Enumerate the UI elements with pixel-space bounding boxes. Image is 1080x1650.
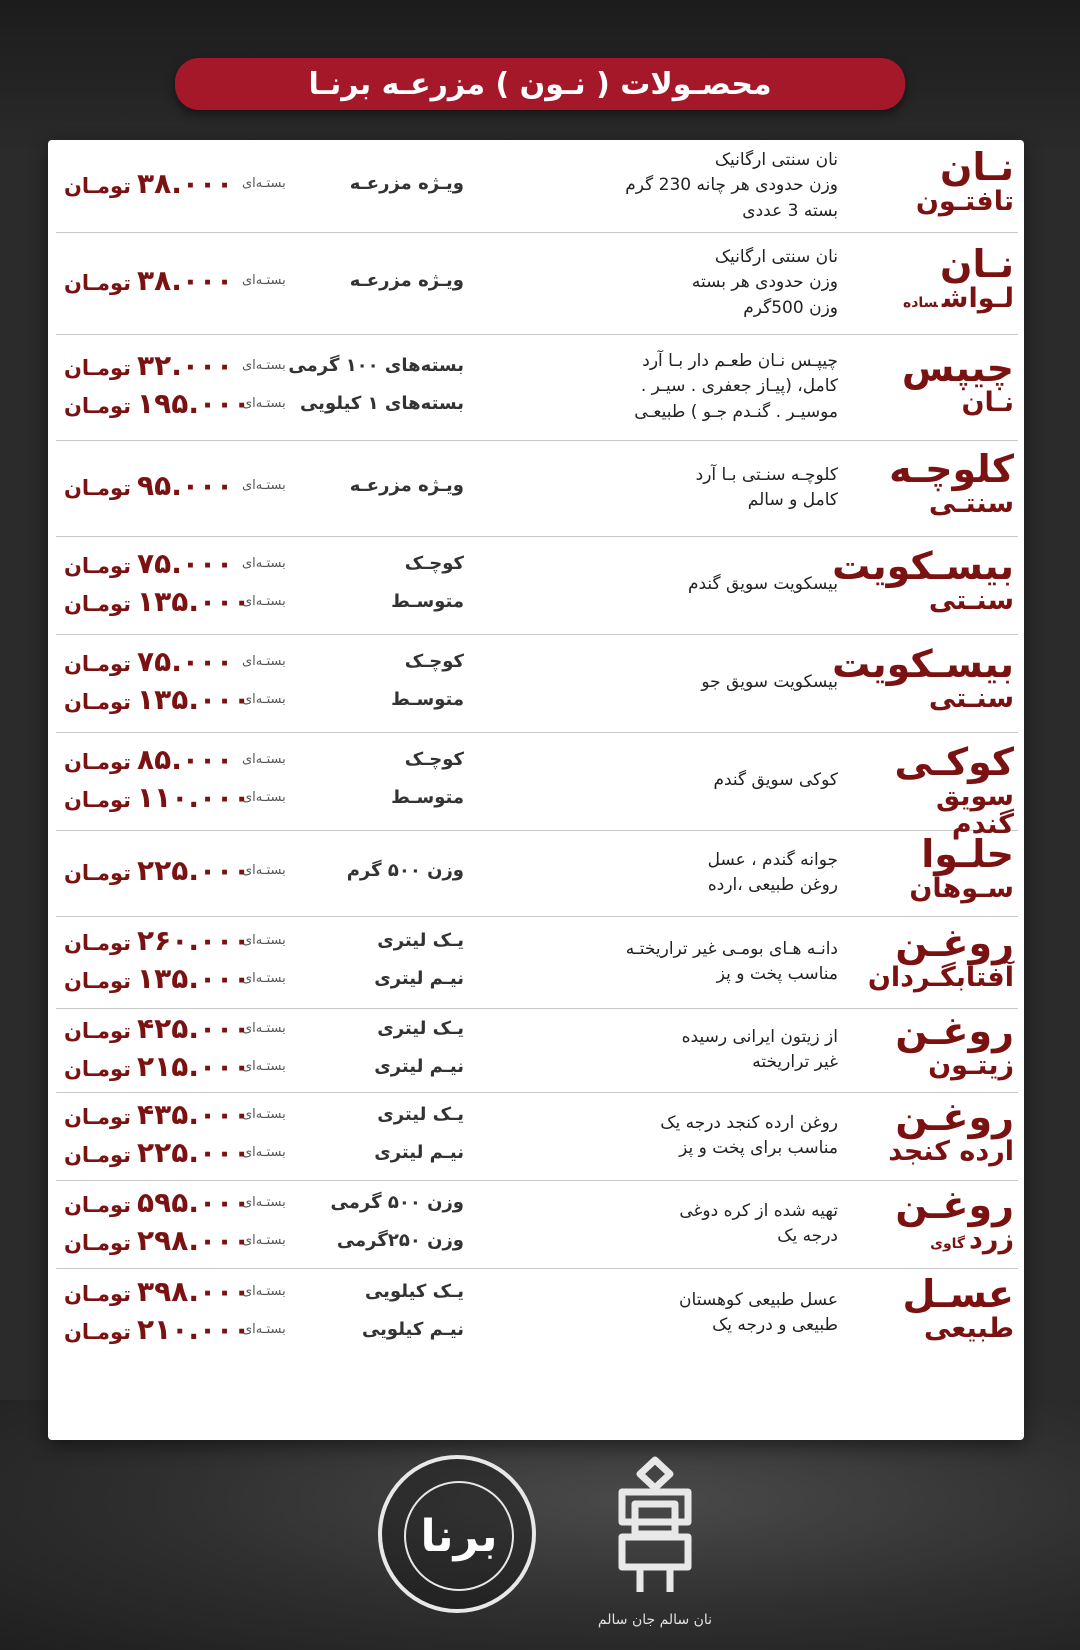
product-name: [884, 447, 1014, 519]
price-line: [64, 645, 464, 679]
product-name-line1: روغـن: [895, 921, 1014, 965]
price-amount: ۱۳۵.۰۰۰: [137, 962, 251, 995]
product-description: [538, 848, 838, 899]
price-unit-label: بستـه‌ای: [242, 692, 286, 707]
product-name-line2-text: طبیعی: [923, 1312, 1014, 1344]
price-amount: ۷۵.۰۰۰: [137, 547, 234, 580]
product-description-line: نان سنتی ارگانیک: [714, 246, 838, 267]
product-description-line: مناسب برای پخت و پز: [679, 1138, 838, 1158]
product-description: [538, 768, 838, 794]
product-description: [538, 463, 838, 514]
price-amount: ۳۸.۰۰۰: [137, 264, 234, 297]
price-unit-label: بستـه‌ای: [242, 594, 286, 609]
product-name: [884, 346, 1014, 418]
product-row: [56, 634, 1018, 733]
product-description: [538, 670, 838, 696]
price-value: [64, 1275, 250, 1308]
product-name-line1: بیسـکویت: [832, 642, 1014, 686]
price-line: [64, 1136, 464, 1170]
product-name-line2: [884, 185, 1014, 217]
price-line: [64, 387, 464, 421]
price-amount: ۲۱۰.۰۰۰: [137, 1313, 251, 1346]
price-variant-label: بسته‌های ۱ کیلویی: [299, 393, 464, 414]
product-row: [56, 732, 1018, 841]
price-amount: ۷۵.۰۰۰: [137, 645, 234, 678]
product-name: [867, 921, 1014, 993]
product-description-line: تهیه شده از کره دوغی: [679, 1200, 838, 1221]
product-description: [538, 1288, 838, 1339]
price-amount: ۱۹۵.۰۰۰: [137, 387, 251, 420]
price-unit-label: بستـه‌ای: [242, 358, 286, 373]
product-description-line: عسل طبیعی کوهستان: [679, 1289, 838, 1310]
price-amount: ۲۶۰.۰۰۰: [137, 924, 251, 957]
price-line: [64, 743, 464, 777]
product-name-line2: [884, 872, 1014, 904]
price-unit-label: بستـه‌ای: [242, 1145, 286, 1160]
product-name: [832, 642, 1014, 714]
price-unit-label: بستـه‌ای: [242, 1284, 286, 1299]
price-value: [64, 1050, 250, 1083]
product-name: [884, 1009, 1014, 1081]
product-name: [884, 1272, 1014, 1344]
product-name-line2-text: سنتـی: [928, 487, 1014, 519]
price-amount: ۱۳۵.۰۰۰: [137, 683, 251, 716]
price-line: [64, 547, 464, 581]
product-description-line: غیر تراریخته: [752, 1052, 838, 1072]
price-variant-label: ویـژه مزرعـه: [349, 475, 464, 496]
product-description: [538, 937, 838, 988]
product-row: [56, 536, 1018, 635]
product-name-line2-text: نـان: [961, 386, 1014, 418]
price-currency: تومـان: [64, 1231, 132, 1255]
price-unit-label: بستـه‌ای: [242, 1021, 286, 1036]
price-value: [64, 1136, 250, 1169]
price-variant-label: کوچـک: [404, 553, 464, 574]
price-variant-label: وزن ۲۵۰گرمی: [336, 1230, 464, 1251]
product-description-line: طبیعی و درجه یک: [712, 1315, 838, 1335]
price-unit-label: بستـه‌ای: [242, 654, 286, 669]
price-unit-label: بستـه‌ای: [242, 1233, 286, 1248]
price-variant-label: نیـم لیتری: [374, 1142, 464, 1163]
price-value: [64, 1313, 250, 1346]
price-value: [64, 962, 250, 995]
product-name: [884, 1183, 1014, 1255]
price-line: [64, 1313, 464, 1347]
price-line: [64, 1098, 464, 1132]
price-amount: ۴۳۵.۰۰۰: [137, 1098, 251, 1131]
borna-farm-logo: [378, 1455, 536, 1613]
price-currency: تومـان: [64, 356, 132, 380]
product-row: [56, 232, 1018, 335]
price-line: [64, 349, 464, 383]
product-description-line: موسیـر . گنـدم جـو ) طبیعـی: [634, 401, 838, 422]
price-currency: تومـان: [64, 1057, 132, 1081]
price-amount: ۳۹۸.۰۰۰: [137, 1275, 251, 1308]
price-value: [64, 387, 250, 420]
price-line: [64, 1275, 464, 1309]
price-line: [64, 469, 464, 503]
price-amount: ۸۵.۰۰۰: [137, 743, 234, 776]
product-description-line: درجه یک: [777, 1226, 838, 1246]
price-unit-label: بستـه‌ای: [242, 478, 286, 493]
product-row: [56, 1008, 1018, 1093]
product-description-line: نان سنتی ارگانیک: [714, 149, 838, 170]
price-line: [64, 683, 464, 717]
product-description-line: دانـه هـای بومـی غیر تراریختـه: [625, 938, 838, 959]
product-description-line: از زیتون ایرانی رسیده: [681, 1026, 838, 1047]
price-value: [64, 1186, 250, 1219]
product-description: [538, 245, 838, 322]
product-row: [56, 334, 1018, 441]
logo-area: [0, 1440, 1080, 1650]
price-currency: تومـان: [64, 174, 132, 198]
price-unit-label: بستـه‌ای: [242, 933, 286, 948]
product-name-line1: روغـن: [895, 1095, 1014, 1139]
product-name: [884, 740, 1014, 841]
price-unit-label: بستـه‌ای: [242, 273, 286, 288]
price-value: [64, 683, 250, 716]
product-name-line1: روغـن: [895, 1183, 1014, 1227]
product-description-line: کامل، (پیـاز جعفری . سیـر .: [640, 376, 838, 397]
price-variant-label: یـک لیتری: [377, 1104, 464, 1125]
price-variant-label: کوچـک: [404, 749, 464, 770]
price-unit-label: بستـه‌ای: [242, 1107, 286, 1122]
bread-logo-caption: نان سالم جان سالم: [597, 1612, 713, 1628]
price-line: [64, 585, 464, 619]
price-variant-label: بسته‌های ۱۰۰ گرمی: [288, 355, 464, 376]
price-line: [64, 1186, 464, 1220]
product-description-line: بیسکویت سویق جو: [701, 672, 838, 693]
product-name-suffix: ساده: [902, 294, 938, 311]
price-currency: تومـان: [64, 861, 132, 885]
product-name-line2-text: سنـتی: [928, 584, 1014, 616]
price-currency: تومـان: [64, 1282, 132, 1306]
product-name-suffix: گاوی: [930, 1235, 966, 1252]
product-name-line2-text: ارده کنجد: [888, 1135, 1014, 1167]
price-variant-label: ویـژه مزرعـه: [349, 270, 464, 291]
price-value: [64, 854, 250, 887]
price-value: [64, 264, 233, 297]
price-value: [64, 1098, 250, 1131]
price-amount: ۱۱۰.۰۰۰: [137, 781, 251, 814]
price-currency: تومـان: [64, 394, 132, 418]
product-description-line: کامل و سالم: [747, 490, 838, 510]
price-value: [64, 781, 250, 814]
price-amount: ۲۱۵.۰۰۰: [137, 1050, 251, 1083]
product-description: [538, 1111, 838, 1162]
price-variant-label: کوچـک: [404, 651, 464, 672]
product-name: [884, 145, 1014, 217]
price-amount: ۳۲.۰۰۰: [137, 349, 234, 382]
product-name: [832, 544, 1014, 616]
product-description-line: وزن حدودی هر بسته: [691, 272, 838, 293]
price-variant-label: یـک لیتری: [377, 930, 464, 951]
price-amount: ۱۳۵.۰۰۰: [137, 585, 251, 618]
product-name-line2: [884, 1312, 1014, 1344]
price-unit-label: بستـه‌ای: [242, 752, 286, 767]
product-row: [56, 440, 1018, 537]
price-currency: تومـان: [64, 554, 132, 578]
price-currency: تومـان: [64, 690, 132, 714]
product-name: [884, 832, 1014, 904]
product-name-line2-text: زیتـون: [928, 1049, 1014, 1081]
product-list: [48, 140, 1024, 1440]
price-unit-label: بستـه‌ای: [242, 556, 286, 571]
price-unit-label: بستـه‌ای: [242, 176, 286, 191]
price-variant-label: نیـم کیلویی: [361, 1319, 464, 1340]
product-description-line: کوکی سویق گندم: [713, 770, 838, 791]
price-variant-label: متوسـط: [391, 591, 464, 612]
price-unit-label: بستـه‌ای: [242, 1322, 286, 1337]
product-name-line2: [884, 1135, 1014, 1167]
price-value: [64, 167, 233, 200]
product-description-line: چیپـس نـان طعـم دار بـا آرد: [642, 350, 838, 371]
product-description: [538, 1199, 838, 1250]
product-name: [884, 1095, 1014, 1167]
product-name-line2-text: زرد: [969, 1223, 1014, 1255]
price-currency: تومـان: [64, 592, 132, 616]
product-description-line: کلوچـه سنـتی بـا آرد: [695, 464, 838, 485]
product-description-line: روغن طبیعی ،ارده: [707, 875, 838, 895]
product-name-line2: [884, 282, 1014, 314]
price-currency: تومـان: [64, 931, 132, 955]
price-variant-label: نیـم لیتری: [374, 1056, 464, 1077]
product-name-line2: [884, 1223, 1014, 1255]
product-row: [56, 140, 1018, 233]
price-variant-label: نیـم لیتری: [374, 968, 464, 989]
price-currency: تومـان: [64, 750, 132, 774]
price-amount: ۲۹۸.۰۰۰: [137, 1224, 251, 1257]
price-currency: تومـان: [64, 1320, 132, 1344]
product-name-line1: کلوچـه: [889, 447, 1014, 491]
product-row: [56, 1180, 1018, 1269]
product-row: [56, 830, 1018, 917]
product-description-line: مناسب پخت و پز: [716, 964, 838, 984]
product-name-line1: نـان: [940, 145, 1014, 189]
price-line: [64, 962, 464, 996]
product-description: [538, 349, 838, 426]
price-unit-label: بستـه‌ای: [242, 863, 286, 878]
price-value: [64, 1224, 250, 1257]
price-currency: تومـان: [64, 1143, 132, 1167]
price-currency: تومـان: [64, 1019, 132, 1043]
product-name-line2: [884, 386, 1014, 418]
price-line: [64, 167, 464, 201]
price-variant-label: وزن ۵۰۰ گرمی: [330, 1192, 464, 1213]
price-value: [64, 349, 233, 382]
product-name-line2-text: سـوهان: [909, 872, 1014, 904]
price-amount: ۲۲۵.۰۰۰: [137, 854, 251, 887]
price-currency: تومـان: [64, 1193, 132, 1217]
price-value: [64, 547, 233, 580]
product-name-line2-text: سویق گندم: [936, 780, 1014, 841]
product-description-line: جوانه گندم ، عسل: [707, 849, 838, 870]
product-name-line1: نـان: [940, 242, 1014, 286]
product-name: [884, 242, 1014, 314]
price-variant-label: متوسـط: [391, 787, 464, 808]
price-unit-label: بستـه‌ای: [242, 1195, 286, 1210]
product-description-line: وزن حدودی هر چانه 230 گرم: [625, 175, 838, 196]
price-amount: ۹۵.۰۰۰: [137, 469, 234, 502]
product-name-line1: عسـل: [902, 1272, 1014, 1316]
product-name-line2-text: تافتـون: [915, 185, 1014, 217]
product-description: [538, 148, 838, 225]
price-line: [64, 1050, 464, 1084]
product-description-line: وزن 500گرم: [743, 297, 838, 318]
product-name-line2: [867, 961, 1014, 993]
price-currency: تومـان: [64, 476, 132, 500]
price-variant-label: وزن ۵۰۰ گرم: [346, 860, 464, 881]
price-amount: ۴۲۵.۰۰۰: [137, 1012, 251, 1045]
product-name-line1: بیسـکویت: [832, 544, 1014, 588]
price-variant-label: یـک لیتری: [377, 1018, 464, 1039]
price-line: [64, 854, 464, 888]
price-currency: تومـان: [64, 1105, 132, 1129]
price-value: [64, 1012, 250, 1045]
price-currency: تومـان: [64, 652, 132, 676]
price-currency: تومـان: [64, 788, 132, 812]
product-name-line2: [884, 682, 1014, 714]
price-value: [64, 469, 233, 502]
price-value: [64, 585, 250, 618]
price-unit-label: بستـه‌ای: [242, 790, 286, 805]
product-row: [56, 1268, 1018, 1358]
product-description-line: بیسکویت سویق گندم: [687, 574, 838, 595]
product-name-line1: کوکـی: [894, 740, 1014, 784]
price-variant-label: ویـژه مزرعـه: [349, 173, 464, 194]
product-name-line2: [884, 1049, 1014, 1081]
price-variant-label: متوسـط: [391, 689, 464, 710]
product-row: [56, 1092, 1018, 1181]
product-name-line1: حلـوا: [921, 832, 1014, 876]
price-currency: تومـان: [64, 271, 132, 295]
product-name-line1: چیپس: [901, 346, 1014, 390]
price-unit-label: بستـه‌ای: [242, 971, 286, 986]
borna-farm-logo-text: برنا: [404, 1481, 514, 1591]
price-line: [64, 1012, 464, 1046]
price-amount: ۲۲۵.۰۰۰: [137, 1136, 251, 1169]
price-variant-label: یـک کیلویی: [364, 1281, 464, 1302]
page-title: محصـولات ( نـون ) مزرعـه برنـا: [175, 58, 905, 110]
price-value: [64, 645, 233, 678]
product-name-line1: روغـن: [895, 1009, 1014, 1053]
price-line: [64, 264, 464, 298]
product-name-line2-text: لـواش: [941, 282, 1014, 314]
product-name-line2-text: آفتابگـردان: [867, 961, 1014, 993]
price-currency: تومـان: [64, 969, 132, 993]
price-line: [64, 1224, 464, 1258]
product-description-line: بسته 3 عددی: [742, 200, 838, 221]
product-name-line2: [884, 584, 1014, 616]
price-amount: ۳۸.۰۰۰: [137, 167, 234, 200]
product-row: [56, 916, 1018, 1009]
product-name-line2-text: سنـتی: [928, 682, 1014, 714]
product-description: [538, 1025, 838, 1076]
price-value: [64, 924, 250, 957]
product-name-line2: [884, 487, 1014, 519]
product-description-line: روغن ارده کنجد درجه یک: [660, 1112, 838, 1133]
price-unit-label: بستـه‌ای: [242, 1059, 286, 1074]
price-amount: ۵۹۵.۰۰۰: [137, 1186, 251, 1219]
price-unit-label: بستـه‌ای: [242, 396, 286, 411]
bread-logo: [597, 1452, 713, 1642]
price-line: [64, 924, 464, 958]
knot-icon: [600, 1452, 710, 1602]
product-description: [538, 572, 838, 598]
price-value: [64, 743, 233, 776]
price-line: [64, 781, 464, 815]
